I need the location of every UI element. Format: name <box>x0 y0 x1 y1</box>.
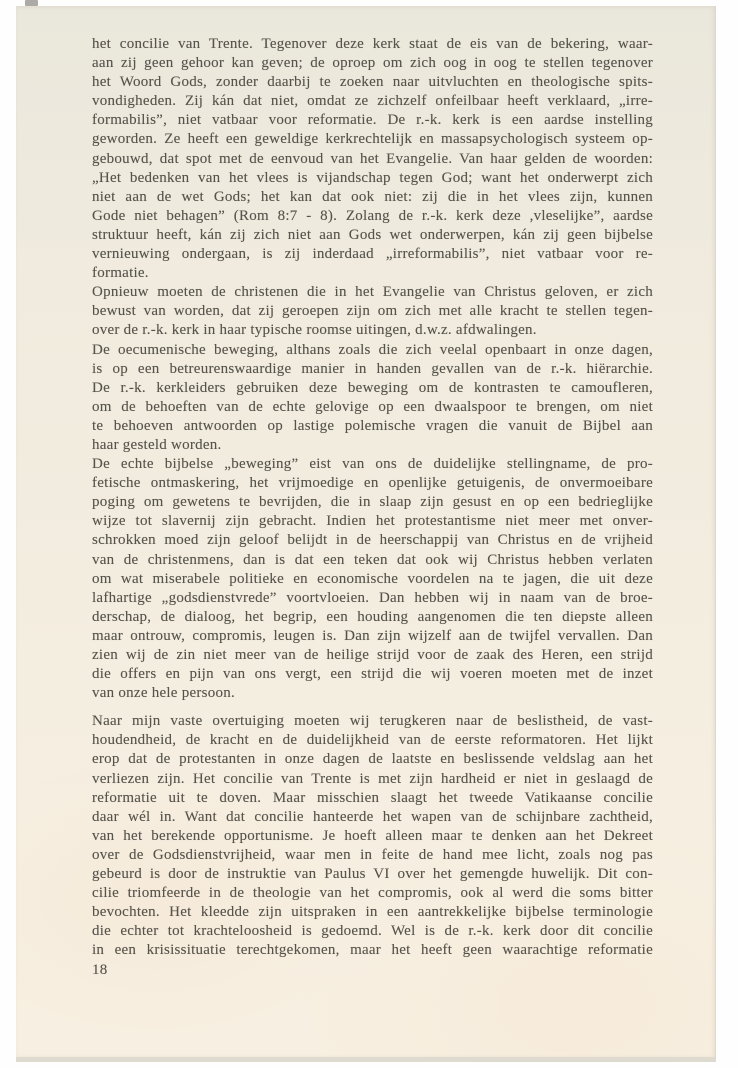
text-line: formatie. <box>92 265 149 282</box>
text-line: vernieuwing ondergaan, is zij inderdaad „irreformabilis”, niet vatbaar voor re- <box>92 246 653 263</box>
text-line: De echte bijbelse „beweging” eist van ons de duidelijke stellingname, de pro- <box>92 456 653 473</box>
text-line: Gode niet behagen” (Rom 8:7 - 8). Zolang de r.-k. kerk deze ,vleselijke”, aardse <box>92 207 653 224</box>
text-line: verliezen zijn. Het concilie van Trente is met zijn hardheid er niet in geslaagd de <box>92 770 653 787</box>
text-line: haar gesteld worden. <box>92 436 222 453</box>
text-line: het Woord Gods, zonder daarbij te zoeken naar uitvluchten en theologische spits- <box>92 74 653 91</box>
text-line: cilie triomfeerde in de theologie van het compromis, ook al werd die soms bitter <box>92 885 653 902</box>
scanned-book-page <box>16 6 716 1062</box>
paragraph <box>92 35 653 283</box>
text-line: bevochten. Het kleedde zijn uitspraken in een aantrekkelijke bijbelse terminologie <box>92 904 653 921</box>
text-line: De r.-k. kerkleiders gebruiken deze beweging om de kontrasten te camoufleren, <box>92 379 653 396</box>
text-line: wijze tot slavernij zijn gebracht. Indien het protestantisme niet meer met onver- <box>92 513 653 530</box>
text-line: houdendheid, de kracht en de duidelijkheid van de eerste reformatoren. Het lijkt <box>92 732 653 749</box>
paragraph <box>92 712 653 960</box>
text-line: bewust van worden, dat zij geroepen zijn om zich met alle kracht te stellen tegen- <box>92 303 653 320</box>
text-line: Naar mijn vaste overtuiging moeten wij terugkeren naar de beslistheid, de vast- <box>92 713 653 730</box>
text-line: het concilie van Trente. Tegenover deze kerk staat de eis van de bekering, waar- <box>92 36 653 52</box>
text-line: gebeurd is door de instruktie van Paulus VI over het gemengde huwelijk. Dit con- <box>92 866 653 883</box>
text-line: daar wél in. Want dat concilie hanteerde het wapen van de schijnbare zachtheid, <box>92 808 653 825</box>
paragraph <box>92 283 653 340</box>
text-line: reformatie uit te doven. Maar misschien slaagt het tweede Vatikaanse concilie <box>92 789 653 806</box>
text-line: lafhartige „godsdienstvrede” voortvloeien. Dan hebben wij in naam van de broe- <box>92 589 653 606</box>
text-line: van het berekende opportunisme. Je hoeft alleen maar te denken aan het Dekreet <box>92 827 653 844</box>
text-line: poging om gewetens te bevrijden, die in slaap zijn gesust en op een bedrieglijke <box>92 494 653 511</box>
text-line: over de r.-k. kerk in haar typische roomse uitingen, d.w.z. afdwalingen. <box>92 322 537 339</box>
text-line: van de christenmens, dan is dat een teken dat ook wij Christus hebben verlaten <box>92 551 653 568</box>
paragraph <box>92 341 653 456</box>
text-line: „Het bedenken van het vlees is vijandschap tegen God; want het onderwerpt zich <box>92 169 653 186</box>
text-line: derschap, de dialoog, het begrip, een houding aangenomen die ten diepste alleen <box>92 608 653 625</box>
text-line: Opnieuw moeten de christenen die in het Evangelie van Christus geloven, er zich <box>92 284 653 301</box>
text-line: schrokken moed zijn geloof belijdt in de heerschappij van Christus en de vrijheid <box>92 532 653 549</box>
text-line: om wat miserabele politieke en economische voordelen na te jagen, die uit deze <box>92 570 653 587</box>
text-line: fetische ontmaskering, het vrijmoedige en openlijke getuigenis, de onvermoeibare <box>92 475 653 492</box>
text-block <box>92 35 653 980</box>
text-line: te behoeven antwoorden op lastige polemische vragen die vanuit de Bijbel aan <box>92 417 653 434</box>
text-line: geworden. Ze heeft een geweldige kerkrechtelijk en massapsychologisch systeem op- <box>92 131 653 148</box>
text-line: De oecumenische beweging, althans zoals die zich veelal openbaart in onze dagen, <box>92 341 653 358</box>
text-line: van onze hele persoon. <box>92 685 235 702</box>
text-line: vondigheden. Zij kán dat niet, omdat ze zichzelf onfeilbaar heeft verklaard, „irre- <box>92 93 653 110</box>
text-line: zien wij de zin niet meer van de heilige strijd voor de zaak des Heren, een strijd <box>92 647 653 663</box>
paragraph <box>92 455 653 703</box>
text-line: niet aan de wet Gods; het kan dat ook niet: zij die in het vlees zijn, kunnen <box>92 188 653 205</box>
text-line: formabilis”, niet vatbaar voor reformatie. De r.-k. kerk is een aardse instelling <box>92 112 653 129</box>
text-line: maar ontrouw, compromis, leugen is. Dan zijn wijzelf aan de twijfel vervallen. Dan <box>92 627 653 644</box>
text-line: gebouwd, dat spot met de eenvoud van het Evangelie. Van haar gelden de woorden: <box>92 150 653 167</box>
text-line: die offers en pijn van ons vergt, een strijd die wij voeren moeten met de inzet <box>92 666 653 683</box>
text-line: struktuur heeft, kán zij zich niet aan Gods wet onderwerpen, kán zij geen bijbelse <box>92 226 653 243</box>
text-line: in een krisissituatie terechtgekomen, maar het heeft geen waarachtige reformatie <box>92 942 653 959</box>
text-line: erop dat de protestanten in onze dagen de laatste en beslissende veldslag aan het <box>92 751 653 768</box>
text-line: die echter tot krachteloosheid is gedoemd. Wel is de r.-k. kerk door dit concilie <box>92 923 653 940</box>
text-line: over de Godsdienstvrijheid, waar men in feite de hand mee licht, zoals nog pas <box>92 846 653 863</box>
text-line: aan zij geen gehoor kan geven; de oproep om zich oog in oog te stellen tegenover <box>92 55 653 72</box>
text-line: om de behoeften van de echte gelovige op een dwaalspoor te brengen, om niet <box>92 398 653 415</box>
text-line: is op een betreurenswaardige manier in handen gevallen van de r.-k. hiërarchie. <box>92 360 653 377</box>
page-number: 18 <box>92 961 108 978</box>
